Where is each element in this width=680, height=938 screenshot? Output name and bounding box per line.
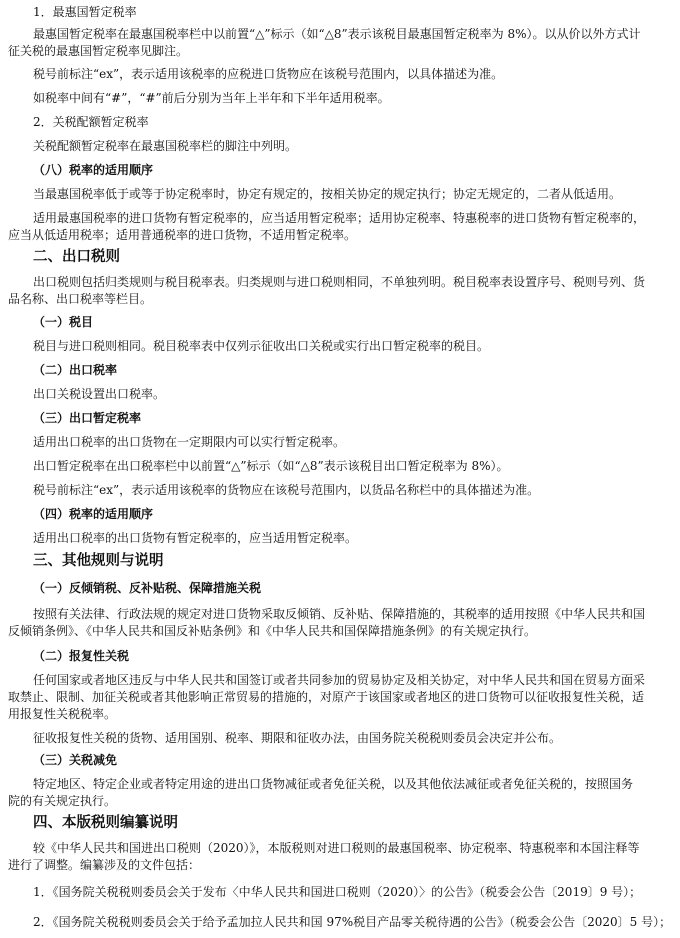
subsection-heading: （一）反倾销税、反补贴税、保障措施关税 [33, 581, 262, 595]
text-line: 品名称、出口税率等栏目。 [8, 292, 153, 306]
subsection-heading: （一）税目 [33, 315, 94, 329]
text-line: 较《中华人民共和国进出口税则（2020）》，本版税则对进口税则的最惠国税率、协定税率、特惠税率和本国注释等 [33, 841, 640, 855]
text-line: 1．最惠国暂定税率 [33, 5, 137, 19]
text-line: 反倾销条例》、《中华人民共和国反补贴条例》和《中华人民共和国保障措施条例》的有关规定执行。 [8, 624, 537, 638]
text-line: 出口关税设置出口税率。 [33, 387, 166, 401]
text-line: 按照有关法律、行政法规的规定对进口货物采取反倾销、反补贴、保障措施的，其税率的适用按照《中华人民共和国 [33, 607, 646, 621]
text-line: 税号前标注“ex”，表示适用该税率的应税进口货物应在该税号范围内，以具体描述为准。 [33, 67, 504, 81]
text-line: 2．《国务院关税税则委员会关于给予孟加拉人民共和国 97%税目产品零关税待遇的公告》（税委会公告〔2020〕5 号）； [33, 915, 672, 929]
text-line: 征关税的最惠国暂定税率见脚注。 [8, 44, 189, 58]
text-line: 适用最惠国税率的进口货物有暂定税率的，应当适用暂定税率；适用协定税率、特惠税率的进口货物有暂定税率的， [33, 211, 646, 225]
text-line: 应当从低适用税率；适用普通税率的进口货物，不适用暂定税率。 [8, 228, 357, 242]
subsection-heading: （二）报复性关税 [33, 649, 130, 663]
section-heading: 四、本版税则编纂说明 [33, 815, 178, 831]
section-heading: 三、其他规则与说明 [33, 553, 164, 569]
text-line: 出口暂定税率在出口税率栏中以前置“△”标示（如“△8”表示该税目出口暂定税率为 8%）。 [33, 459, 509, 473]
text-line: 用报复性关税税率。 [8, 707, 117, 721]
subsection-heading: （八）税率的适用顺序 [33, 163, 154, 177]
text-line: 任何国家或者地区违反与中华人民共和国签订或者共同参加的贸易协定及相关协定，对中华人民共和国在贸易方面采 [33, 673, 646, 687]
text-line: 适用出口税率的出口货物有暂定税率的，应当适用暂定税率。 [33, 531, 358, 545]
subsection-heading: （四）税率的适用顺序 [33, 507, 154, 521]
text-line: 进行了调整。编纂涉及的文件包括： [8, 858, 201, 872]
text-line: 特定地区、特定企业或者特定用途的进出口货物减征或者免征关税，以及其他依法减征或者免征关税的，按照国务 [33, 777, 634, 791]
text-line: 适用出口税率的出口货物在一定期限内可以实行暂定税率。 [33, 435, 346, 449]
subsection-heading: （二）出口税率 [33, 363, 118, 377]
section-heading: 二、出口税则 [33, 249, 120, 265]
text-line: 当最惠国税率低于或等于协定税率时，协定有规定的，按相关协定的规定执行；协定无规定的，二者从低适用。 [33, 187, 622, 201]
text-line: 如税率中间有“#”，“#”前后分别为当年上半年和下半年适用税率。 [33, 91, 390, 105]
text-line: 院的有关规定执行。 [8, 794, 117, 808]
text-line: 出口税则包括归类规则与税目税率表。归类规则与进口税则相同，不单独列明。税目税率表设置序号、税则号列、货 [33, 275, 646, 289]
text-line: 取禁止、限制、加征关税或者其他影响正常贸易的措施的，对原产于该国家或者地区的进口货物可以征收报复性关税，适 [8, 690, 645, 704]
text-line: 关税配额暂定税率在最惠国税率栏的脚注中列明。 [33, 139, 298, 153]
text-line: 1．《国务院关税税则委员会关于发布〈中华人民共和国进口税则（2020）〉的公告》（税委会公告〔2019〕9 号）； [33, 885, 642, 899]
subsection-heading: （三）出口暂定税率 [33, 411, 142, 425]
text-line: 税目与进口税则相同。税目税率表中仅列示征收出口关税或实行出口暂定税率的税目。 [33, 339, 490, 353]
text-line: 最惠国暂定税率在最惠国税率栏中以前置“△”标示（如“△8”表示该税目最惠国暂定税率为 8%）。以从价以外方式计 [33, 27, 641, 41]
text-line: 税号前标注“ex”，表示适用该税率的货物应在该税号范围内，以货品名称栏中的具体描述为准。 [33, 483, 540, 497]
text-line: 征收报复性关税的货物、适用国别、税率、期限和征收办法，由国务院关税税则委员会决定并公布。 [33, 731, 562, 745]
text-line: 2．关税配额暂定税率 [33, 115, 149, 129]
subsection-heading: （三）关税减免 [33, 753, 118, 767]
